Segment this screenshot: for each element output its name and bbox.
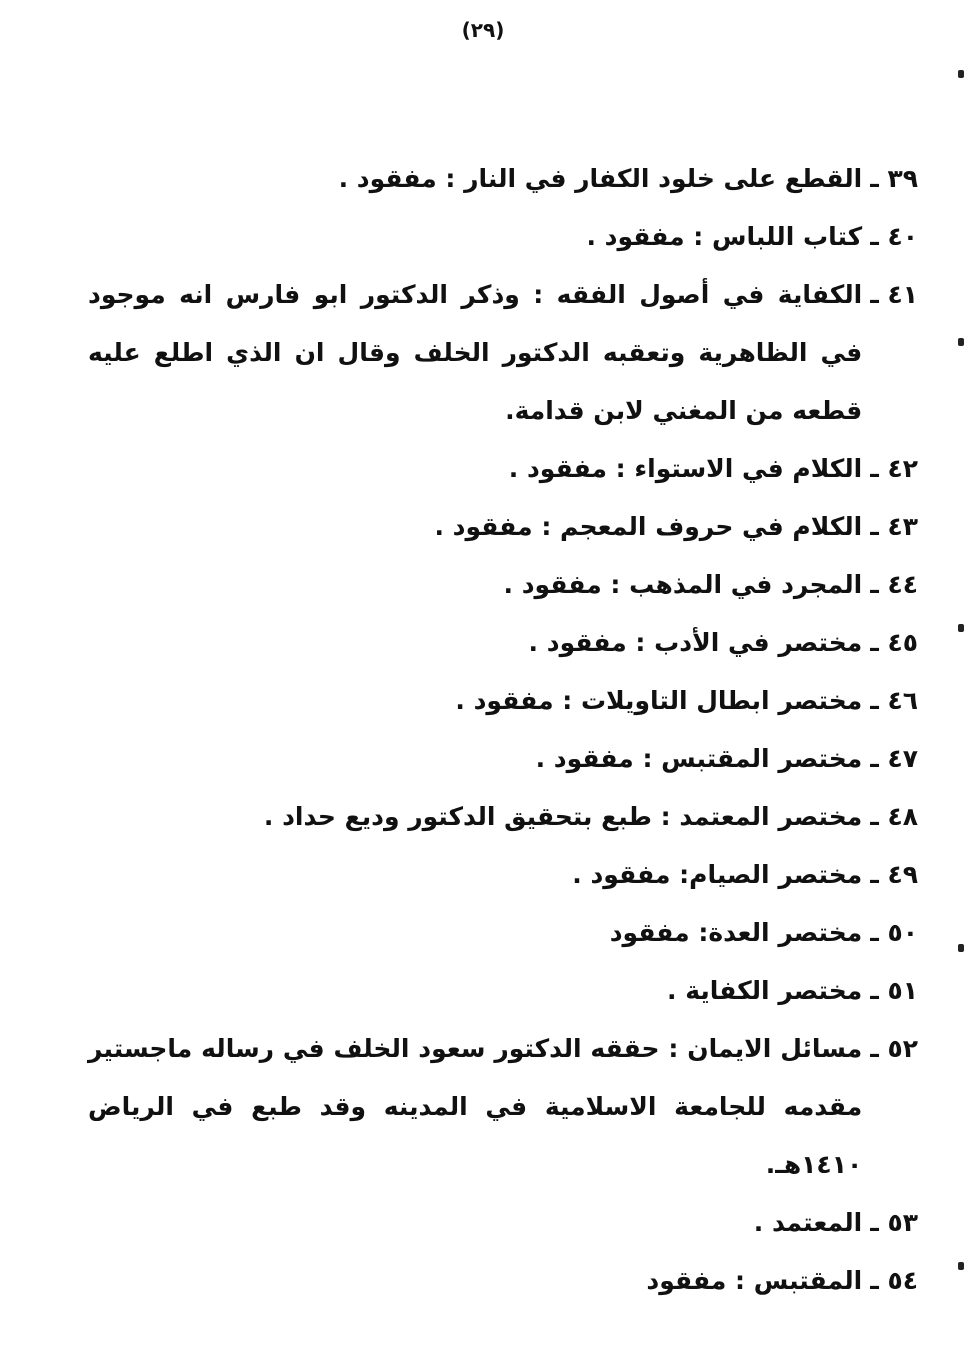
entry-number: ٥١ ـ xyxy=(870,976,918,1005)
list-item xyxy=(88,672,918,730)
list-item xyxy=(88,556,918,614)
entry-text: مختصر العدة: مفقود xyxy=(609,918,863,947)
entry-number: ٤٦ ـ xyxy=(870,686,918,715)
entry-text: المجرد في المذهب : مفقود . xyxy=(503,570,863,599)
entry-number: ٥٤ ـ xyxy=(870,1266,918,1295)
entry-text: مختصر الصيام: مفقود . xyxy=(572,860,863,889)
entry-text: مختصر في الأدب : مفقود . xyxy=(528,628,863,657)
entry-number: ٤٠ ـ xyxy=(870,222,918,251)
list-item xyxy=(88,498,918,556)
entry-number: ٥٢ ـ xyxy=(870,1034,918,1063)
entry-text: مختصر المعتمد : طبع بتحقيق الدكتور وديع حداد . xyxy=(263,802,863,831)
entry-text: الكلام في حروف المعجم : مفقود . xyxy=(434,512,863,541)
entry-number: ٤٥ ـ xyxy=(870,628,918,657)
list-item xyxy=(88,1252,918,1310)
scan-speck xyxy=(958,70,964,78)
entry-number: ٤٢ ـ xyxy=(870,454,918,483)
entry-text: الكفاية في أصول الفقه : وذكر الدكتور ابو فارس انه موجود في الظاهرية وتعقبه الدكتور الخلف وقال ان الذي اطلع عليه قطعه من المغني لابن قدامة. xyxy=(88,280,863,425)
list-item xyxy=(88,846,918,904)
entry-text: مختصر ابطال التاويلات : مفقود . xyxy=(455,686,863,715)
entry-number: ٤٤ ـ xyxy=(870,570,918,599)
entry-list xyxy=(88,150,918,1310)
entry-number: ٥٠ ـ xyxy=(870,918,918,947)
entry-text: مسائل الايمان : حققه الدكتور سعود الخلف في رساله ماجستير مقدمه للجامعة الاسلامية في المدينه وقد طبع في الرياض ١٤١٠هـ. xyxy=(88,1034,863,1179)
list-item xyxy=(88,266,918,440)
entry-number: ٥٣ ـ xyxy=(870,1208,918,1237)
entry-text: الكلام في الاستواء : مفقود . xyxy=(508,454,863,483)
page-number: (٢٩) xyxy=(461,18,505,42)
list-item xyxy=(88,1020,918,1194)
list-item xyxy=(88,730,918,788)
entry-number: ٤٧ ـ xyxy=(870,744,918,773)
entry-number: ٤١ ـ xyxy=(870,280,918,309)
list-item xyxy=(88,208,918,266)
entry-text: المعتمد . xyxy=(753,1208,863,1237)
list-item xyxy=(88,962,918,1020)
list-item xyxy=(88,614,918,672)
list-item xyxy=(88,150,918,208)
scan-speck xyxy=(958,624,964,632)
list-item xyxy=(88,788,918,846)
list-item xyxy=(88,904,918,962)
list-item xyxy=(88,1194,918,1252)
scan-speck xyxy=(958,1262,964,1270)
entry-text: مختصر المقتبس : مفقود . xyxy=(535,744,863,773)
entry-number: ٤٣ ـ xyxy=(870,512,918,541)
entry-number: ٤٨ ـ xyxy=(870,802,918,831)
list-item xyxy=(88,440,918,498)
entry-text: المقتبس : مفقود xyxy=(646,1266,863,1295)
scan-speck xyxy=(958,338,964,346)
entry-number: ٣٩ ـ xyxy=(870,164,918,193)
entry-text: القطع على خلود الكفار في النار : مفقود . xyxy=(338,164,863,193)
scan-speck xyxy=(958,944,964,952)
entry-text: كتاب اللباس : مفقود . xyxy=(586,222,863,251)
entry-number: ٤٩ ـ xyxy=(870,860,918,889)
entry-text: مختصر الكفاية . xyxy=(667,976,863,1005)
